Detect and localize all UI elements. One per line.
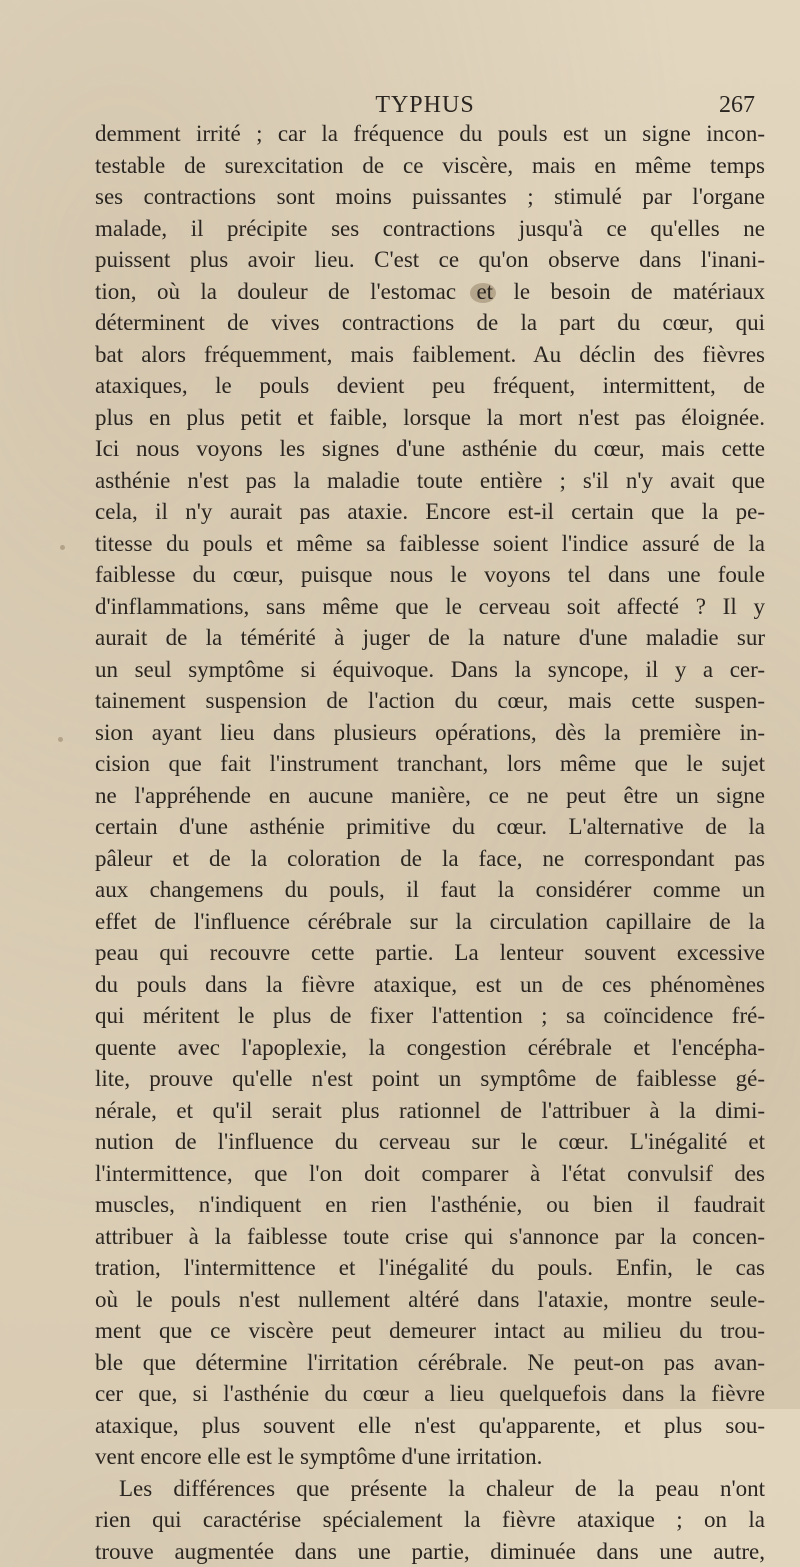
text-line: ataxiques, le pouls devient peu fréquent, intermittent, de	[95, 370, 765, 402]
text-line: nérale, et qu'il serait plus rationnel de l'attribuer à la dimi-	[95, 1095, 765, 1127]
text-line: du pouls dans la fièvre ataxique, est un de ces phénomènes	[95, 969, 765, 1001]
ink-spot	[60, 545, 65, 550]
text-line: tainement suspension de l'action du cœur, mais cette suspen-	[95, 685, 765, 717]
text-line: l'intermittence, que l'on doit comparer à l'état convulsif des	[95, 1158, 765, 1190]
text-line: asthénie n'est pas la maladie toute entière ; s'il n'y avait que	[95, 465, 765, 497]
page-header	[95, 90, 755, 120]
text-line: puissent plus avoir lieu. C'est ce qu'on observe dans l'inani-	[95, 244, 765, 276]
text-line: faiblesse du cœur, puisque nous le voyons tel dans une foule	[95, 559, 765, 591]
text-line: tration, l'intermittence et l'inégalité du pouls. Enfin, le cas	[95, 1252, 765, 1284]
text-line: Les différences que présente la chaleur de la peau n'ont	[95, 1473, 765, 1505]
text-line: nution de l'influence du cerveau sur le cœur. L'inégalité et	[95, 1126, 765, 1158]
text-line: sion ayant lieu dans plusieurs opérations, dès la première in-	[95, 717, 765, 749]
text-line: aurait de la témérité à juger de la nature d'une maladie sur	[95, 622, 765, 654]
ink-spot	[58, 737, 63, 742]
text-line: ble que détermine l'irritation cérébrale. Ne peut-on pas avan-	[95, 1347, 765, 1379]
text-line: rien qui caractérise spécialement la fièvre ataxique ; on la	[95, 1504, 765, 1536]
text-line: quente avec l'apoplexie, la congestion cérébrale et l'encépha-	[95, 1032, 765, 1064]
text-line: demment irrité ; car la fréquence du pouls est un signe incon-	[95, 118, 765, 150]
text-line: aux changemens du pouls, il faut la considérer comme un	[95, 874, 765, 906]
body-text	[95, 118, 765, 1567]
text-line: tion, où la douleur de l'estomac et le besoin de matériaux	[95, 276, 765, 308]
text-line: un seul symptôme si équivoque. Dans la syncope, il y a cer-	[95, 654, 765, 686]
text-line: peau qui recouvre cette partie. La lenteur souvent excessive	[95, 937, 765, 969]
text-line: malade, il précipite ses contractions jusqu'à ce qu'elles ne	[95, 213, 765, 245]
text-line: où le pouls n'est nullement altéré dans l'ataxie, montre seule-	[95, 1284, 765, 1316]
text-line: pâleur et de la coloration de la face, ne correspondant pas	[95, 843, 765, 875]
text-line: plus en plus petit et faible, lorsque la mort n'est pas éloignée.	[95, 402, 765, 434]
text-line: déterminent de vives contractions de la part du cœur, qui	[95, 307, 765, 339]
text-line: bat alors fréquemment, mais faiblement. Au déclin des fièvres	[95, 339, 765, 371]
text-line: vent encore elle est le symptôme d'une irritation.	[95, 1441, 765, 1473]
running-title: TYPHUS	[95, 90, 755, 120]
text-line: ataxique, plus souvent elle n'est qu'apparente, et plus sou-	[95, 1410, 765, 1442]
text-line: cer que, si l'asthénie du cœur a lieu quelquefois dans la fièvre	[95, 1378, 765, 1410]
text-line: cela, il n'y aurait pas ataxie. Encore est-il certain que la pe-	[95, 496, 765, 528]
text-line: trouve augmentée dans une partie, diminuée dans une autre,	[95, 1536, 765, 1567]
text-line: lite, prouve qu'elle n'est point un symptôme de faiblesse gé-	[95, 1063, 765, 1095]
text-line: Ici nous voyons les signes d'une asthénie du cœur, mais cette	[95, 433, 765, 465]
text-line: ses contractions sont moins puissantes ; stimulé par l'organe	[95, 181, 765, 213]
text-line: effet de l'influence cérébrale sur la circulation capillaire de la	[95, 906, 765, 938]
text-line: cision que fait l'instrument tranchant, lors même que le sujet	[95, 748, 765, 780]
text-line: ne l'appréhende en aucune manière, ce ne peut être un signe	[95, 780, 765, 812]
page-number: 267	[719, 90, 755, 120]
text-line: attribuer à la faiblesse toute crise qui s'annonce par la concen-	[95, 1221, 765, 1253]
text-line: testable de surexcitation de ce viscère, mais en même temps	[95, 150, 765, 182]
text-line: ment que ce viscère peut demeurer intact au milieu du trou-	[95, 1315, 765, 1347]
text-line: titesse du pouls et même sa faiblesse soient l'indice assuré de la	[95, 528, 765, 560]
text-line: muscles, n'indiquent en rien l'asthénie, ou bien il faudrait	[95, 1189, 765, 1221]
text-line: d'inflammations, sans même que le cerveau soit affecté ? Il y	[95, 591, 765, 623]
text-line: certain d'une asthénie primitive du cœur. L'alternative de la	[95, 811, 765, 843]
text-line: qui méritent le plus de fixer l'attention ; sa coïncidence fré-	[95, 1000, 765, 1032]
